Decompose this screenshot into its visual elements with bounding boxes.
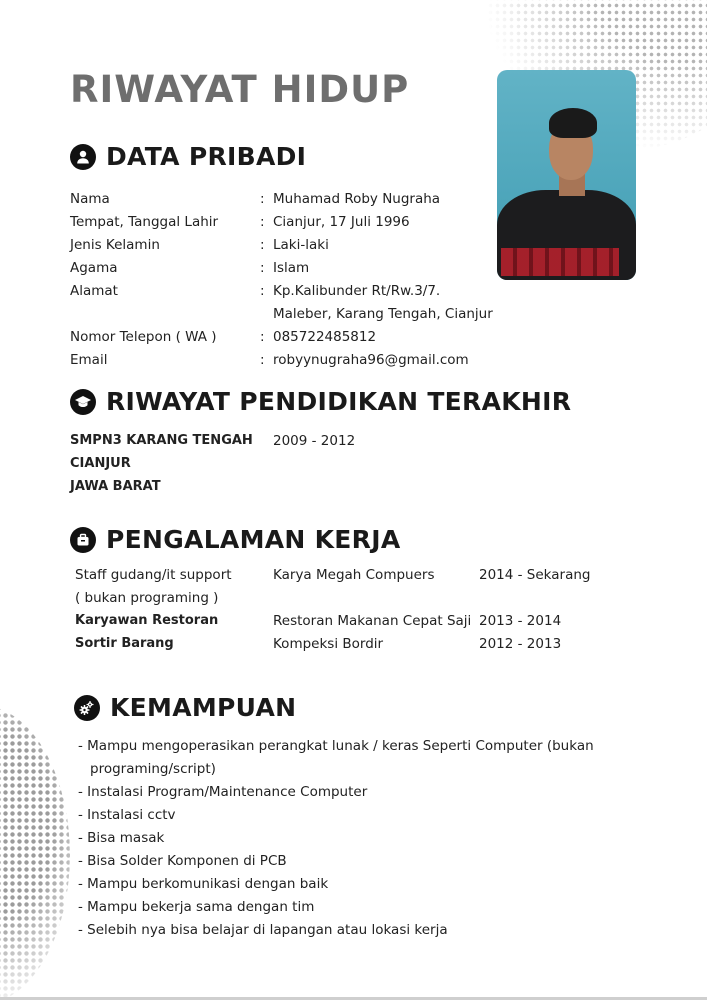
skill-item: - Selebih nya bisa belajar di lapangan atau lokasi kerja: [78, 922, 448, 938]
photo-shirt-print: [501, 248, 619, 276]
skill-item: - Mampu bekerja sama dengan tim: [78, 899, 315, 915]
field-separator: :: [260, 283, 265, 299]
job-company: Karya Megah Compuers: [273, 567, 435, 583]
school-name: SMPN3 KARANG TENGAH: [70, 433, 253, 448]
skill-item-continuation: programing/script): [90, 761, 216, 777]
job-company: Restoran Makanan Cepat Saji: [273, 613, 472, 629]
section-title: KEMAMPUAN: [110, 693, 297, 722]
field-value-phone: 085722485812: [273, 329, 377, 345]
field-separator: :: [260, 329, 265, 345]
halftone-decoration-bottom-left: [0, 705, 70, 1005]
section-title: RIWAYAT PENDIDIKAN TERAKHIR: [106, 387, 572, 416]
job-position: Staff gudang/it support: [75, 567, 232, 583]
job-period: 2013 - 2014: [479, 613, 562, 629]
skill-item: - Instalasi cctv: [78, 807, 176, 823]
skill-item: - Instalasi Program/Maintenance Computer: [78, 784, 368, 800]
field-value-birth: Cianjur, 17 Juli 1996: [273, 214, 410, 230]
field-value-address-line2: Maleber, Karang Tengah, Cianjur: [273, 306, 493, 322]
section-title: DATA PRIBADI: [106, 142, 307, 171]
job-company: Kompeksi Bordir: [273, 636, 384, 652]
field-label: Jenis Kelamin: [70, 237, 160, 253]
field-label: Nama: [70, 191, 110, 207]
field-label: Agama: [70, 260, 118, 276]
job-period: 2012 - 2013: [479, 636, 562, 652]
education-period: 2009 - 2012: [273, 433, 356, 449]
gears-icon: [74, 695, 100, 721]
field-separator: :: [260, 191, 265, 207]
field-label: Email: [70, 352, 108, 368]
school-province: JAWA BARAT: [70, 479, 161, 494]
field-separator: :: [260, 214, 265, 230]
skill-item: - Mampu mengoperasikan perangkat lunak / keras Seperti Computer (bukan: [78, 738, 594, 754]
field-separator: :: [260, 352, 265, 368]
field-value-email: robyynugraha96@gmail.com: [273, 352, 469, 368]
job-position: Sortir Barang: [75, 636, 174, 651]
field-label: Nomor Telepon ( WA ): [70, 329, 217, 345]
photo-hair: [549, 108, 597, 138]
section-heading-skills: [74, 693, 296, 722]
field-label: Tempat, Tanggal Lahir: [70, 214, 219, 230]
skill-item: - Mampu berkomunikasi dengan baik: [78, 876, 329, 892]
skills-list: [78, 735, 618, 942]
profile-photo: [497, 70, 636, 280]
skill-item: - Bisa masak: [78, 830, 165, 846]
user-circle-icon: [70, 144, 96, 170]
field-label: Alamat: [70, 283, 118, 299]
section-heading-personal: [70, 142, 306, 171]
graduation-cap-icon: [70, 389, 96, 415]
document-title: RIWAYAT HIDUP: [70, 68, 410, 111]
job-period: 2014 - Sekarang: [479, 567, 591, 583]
field-value-religion: Islam: [273, 260, 310, 276]
briefcase-icon: [70, 527, 96, 553]
school-city: CIANJUR: [70, 456, 131, 471]
section-title: PENGALAMAN KERJA: [106, 525, 401, 554]
field-separator: :: [260, 237, 265, 253]
field-separator: :: [260, 260, 265, 276]
field-value-address: Kp.Kalibunder Rt/Rw.3/7.: [273, 283, 441, 299]
job-position-note: ( bukan programing ): [75, 590, 219, 606]
field-value-gender: Laki-laki: [273, 237, 329, 253]
field-value-name: Muhamad Roby Nugraha: [273, 191, 441, 207]
job-position: Karyawan Restoran: [75, 613, 219, 628]
section-heading-experience: [70, 525, 400, 554]
skill-item: - Bisa Solder Komponen di PCB: [78, 853, 287, 869]
section-heading-education: [70, 387, 571, 416]
